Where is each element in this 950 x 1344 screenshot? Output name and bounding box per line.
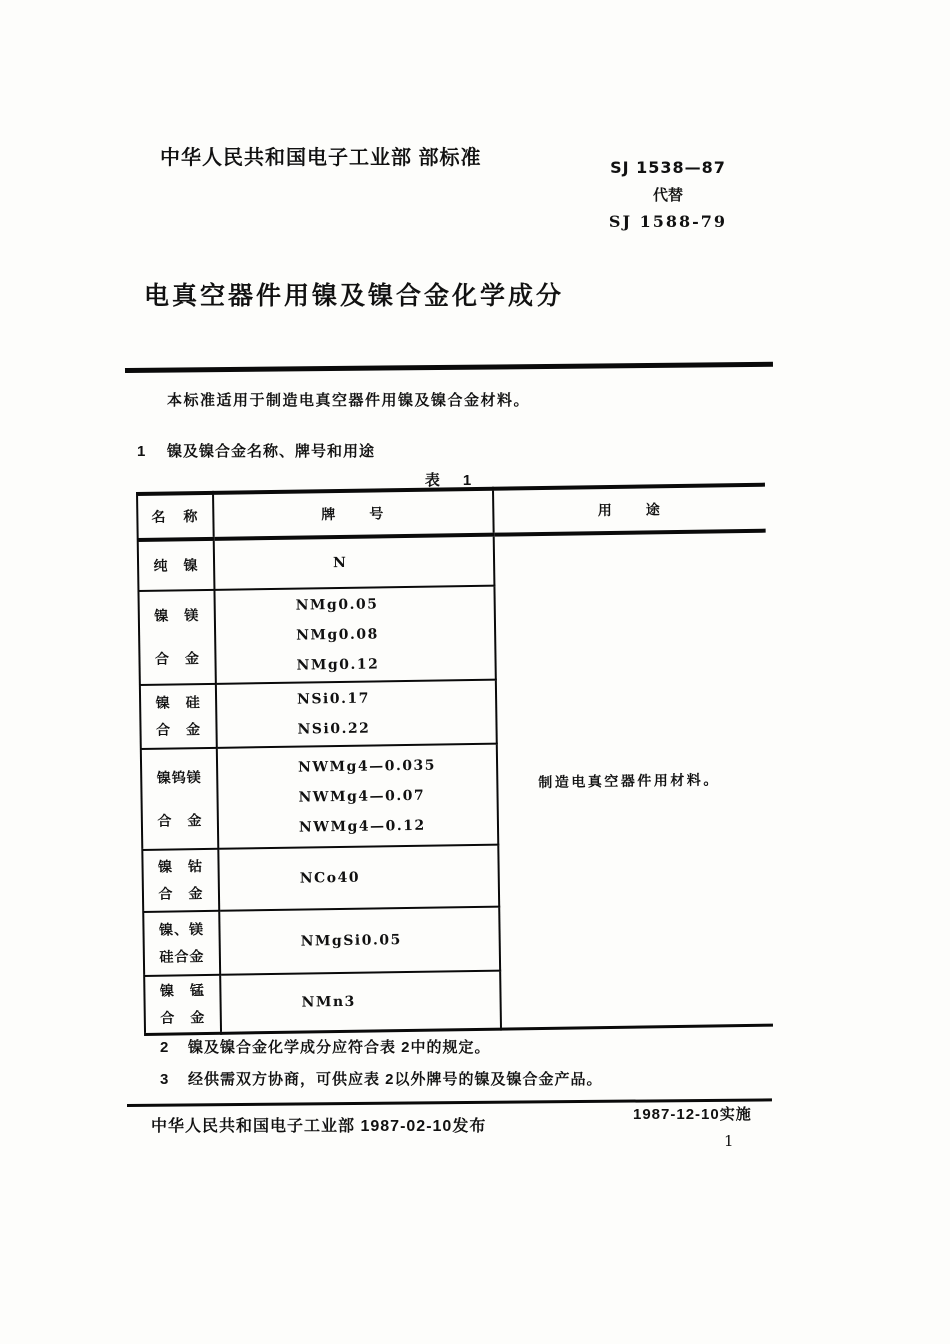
table-1-caption: 表 1	[424, 472, 476, 489]
notes-block	[160, 1036, 603, 1100]
alloy-name-nickel-magnesium: 镍 镁 合 金	[138, 590, 215, 685]
section-heading-text: 镍及镍合金名称、牌号和用途	[167, 443, 376, 460]
note-number: 3	[160, 1071, 170, 1088]
alloy-grade-cell: NSi0.17 NSi0.22	[216, 680, 497, 748]
alloy-grade-cell: N	[214, 535, 495, 590]
page-number: 1	[724, 1132, 734, 1150]
standard-number: SJ 1538—87	[610, 158, 726, 177]
alloy-grade-cell: NMg0.05 NMg0.08 NMg0.12	[214, 586, 495, 684]
alloy-name-nickel-cobalt: 镍 钴 合 金	[142, 849, 219, 912]
note-text: 经供需双方协商，可供应表 2以外牌号的镍及镍合金产品。	[188, 1071, 603, 1088]
col-header-name: 名 称	[137, 493, 214, 540]
alloy-name-nickel-silicon: 镍 硅 合 金	[140, 684, 217, 749]
usage-merged-cell	[494, 531, 773, 1029]
publisher-name: 中华人民共和国电子工业部	[151, 1118, 356, 1135]
note-text: 镍及镍合金化学成分应符合表 2中的规定。	[188, 1039, 491, 1056]
note-number: 2	[160, 1039, 170, 1056]
alloy-grade-cell: NMgSi0.05	[219, 907, 500, 975]
replaces-label: 代替	[652, 187, 683, 204]
title-divider-rule	[125, 362, 773, 373]
document-title: 电真空器件用镍及镍合金化学成分	[144, 282, 565, 310]
alloy-name-nickel-tungsten-magnesium: 镍钨镁 合 金	[141, 748, 218, 850]
alloy-name-nickel-magnesium-silicon: 镍、镁 硅合金	[143, 911, 220, 976]
usage-text: 制造电真空器件用材料。	[538, 770, 720, 790]
section-1-heading	[137, 440, 375, 461]
note-3	[160, 1068, 603, 1089]
table-1	[136, 483, 773, 1036]
issuing-org-standard-label: 中华人民共和国电子工业部 部标准	[160, 147, 482, 169]
alloy-name-pure-nickel: 纯 镍	[138, 539, 215, 591]
implement-date: 1987-12-10实施	[633, 1106, 752, 1123]
table-row	[138, 531, 767, 591]
standard-number-block	[598, 158, 738, 231]
alloy-grade-cell: NMn3	[220, 971, 501, 1034]
replaced-standard-number: SJ 1588-79	[608, 212, 728, 231]
footer-publisher-line	[151, 1113, 486, 1136]
scope-statement: 本标准适用于制造电真空器件用镍及镍合金材料。	[167, 392, 531, 409]
alloy-grade-cell: NCo40	[218, 845, 499, 911]
publish-date: 1987-02-10发布	[360, 1118, 487, 1135]
table-1-wrapper	[136, 483, 773, 1036]
col-header-usage: 用 途	[493, 485, 766, 535]
alloy-name-nickel-manganese: 镍 锰 合 金	[144, 975, 221, 1035]
col-header-grade: 牌 号	[213, 489, 494, 539]
section-number: 1	[137, 443, 147, 460]
alloy-grade-cell: NWMg4—0.035 NWMg4—0.07 NWMg4—0.12	[217, 744, 498, 849]
note-2	[160, 1036, 603, 1057]
